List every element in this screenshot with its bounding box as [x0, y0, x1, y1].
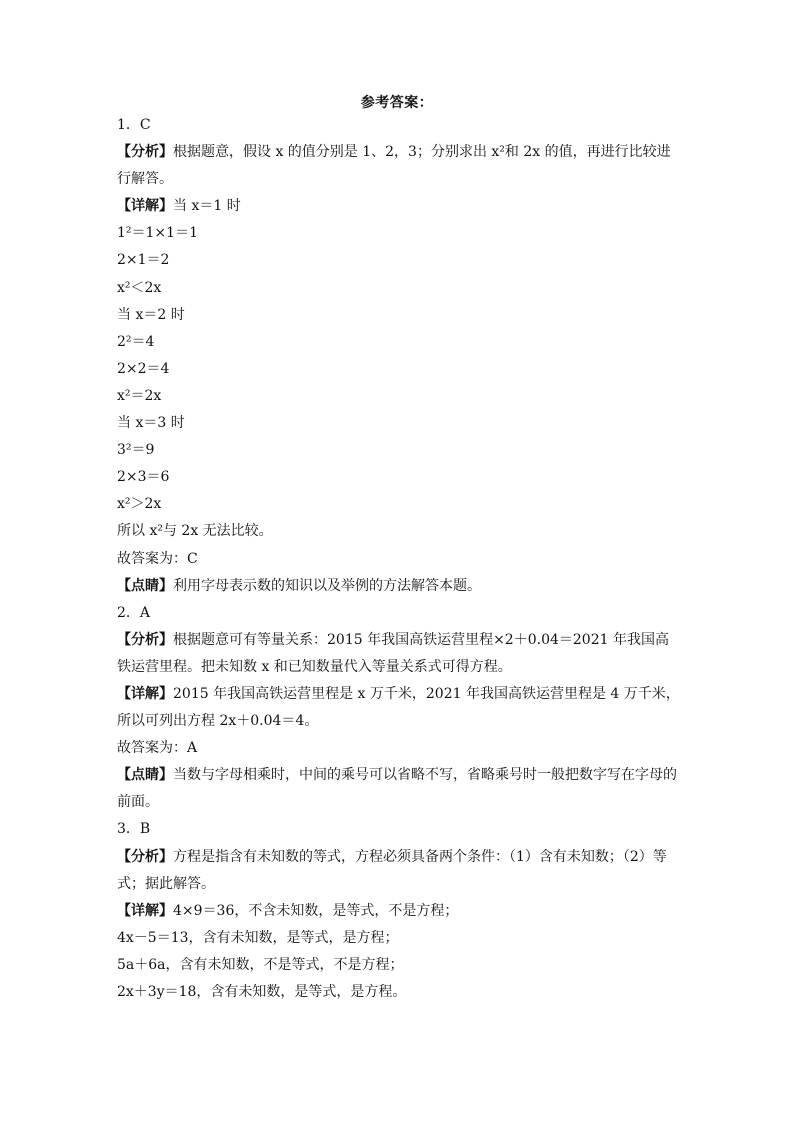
q2-comment-text: 当数与字母相乘时，中间的乘号可以省略不写，省略乘号时一般把数字写在字母的前面。	[117, 767, 677, 811]
q2-answer: 故答案为：A	[117, 740, 198, 757]
q1-comment	[117, 573, 682, 600]
q1-line: 所以 x²与 2x 无法比较。	[117, 523, 273, 540]
q1-line: x²＝2x	[117, 387, 162, 404]
answer-content	[117, 112, 682, 1006]
q1-detail-first: 当 x＝1 时	[173, 198, 241, 215]
q3-analysis-text: 方程是指含有未知数的等式，方程必须具备两个条件：（1）含有未知数；（2）等式；据此解答。	[117, 848, 667, 892]
q1-line: 2×2＝4	[117, 360, 170, 377]
q2-comment-tag: 【点睛】	[117, 767, 173, 784]
q1-analysis-tag: 【分析】	[117, 144, 173, 161]
q2-detail-tag: 【详解】	[117, 685, 173, 702]
q3-line: 2x＋3y＝18，含有未知数，是等式，是方程。	[117, 984, 407, 1000]
q1-line: 2×3＝6	[117, 469, 170, 486]
q1-line: x²＜2x	[117, 279, 162, 296]
q1-line: 故答案为：C	[117, 550, 198, 567]
q2-analysis-tag: 【分析】	[117, 631, 173, 648]
q3-detail-first: 4×9＝36，不含未知数，是等式，不是方程；	[173, 902, 459, 919]
q3-line: 5a＋6a，含有未知数，不是等式，不是方程；	[117, 956, 404, 973]
q1-line: 1²＝1×1＝1	[117, 225, 198, 242]
q1-comment-text: 利用字母表示数的知识以及举例的方法解答本题。	[173, 577, 481, 594]
q1-line: 当 x＝2 时	[117, 306, 185, 323]
q1-line: x²＞2x	[117, 496, 162, 513]
q2-detail-text: 2015 年我国高铁运营里程是 x 万千米，2021 年我国高铁运营里程是 4 万千米，所以可列出方程 2x＋0.04＝4。	[117, 685, 680, 730]
q1-analysis-text: 根据题意，假设 x 的值分别是 1、2，3；分别求出 x²和 2x 的值，再进行比较进行解答。	[117, 144, 671, 188]
q1-comment-tag: 【点睛】	[117, 577, 173, 594]
q1-line: 3²＝9	[117, 442, 155, 459]
page-title: 参考答案：	[360, 95, 434, 111]
q3-analysis	[117, 844, 682, 898]
q3-number: 3．B	[117, 821, 151, 838]
q2-detail	[117, 681, 682, 735]
q3-detail-tag: 【详解】	[117, 902, 173, 919]
q3-analysis-tag: 【分析】	[117, 848, 173, 865]
q2-comment	[117, 762, 682, 816]
q1-line: 2×1＝2	[117, 252, 170, 269]
q1-analysis	[117, 139, 682, 193]
q1-line: 当 x＝3 时	[117, 415, 185, 432]
q1-number: 1．C	[117, 117, 151, 133]
q2-analysis-text: 根据题意可有等量关系：2015 年我国高铁运营里程×2＋0.04＝2021 年我国高铁运营里程。把未知数 x 和已知数量代入等量关系式可得方程。	[117, 631, 669, 675]
q1-line: 2²＝4	[117, 333, 155, 350]
q2-analysis	[117, 627, 682, 681]
q2-number: 2．A	[117, 604, 151, 621]
q1-detail	[117, 193, 682, 220]
q3-line: 4x－5＝13，含有未知数，是等式，是方程；	[117, 929, 399, 946]
q1-detail-tag: 【详解】	[117, 198, 173, 215]
q3-detail	[117, 898, 682, 925]
